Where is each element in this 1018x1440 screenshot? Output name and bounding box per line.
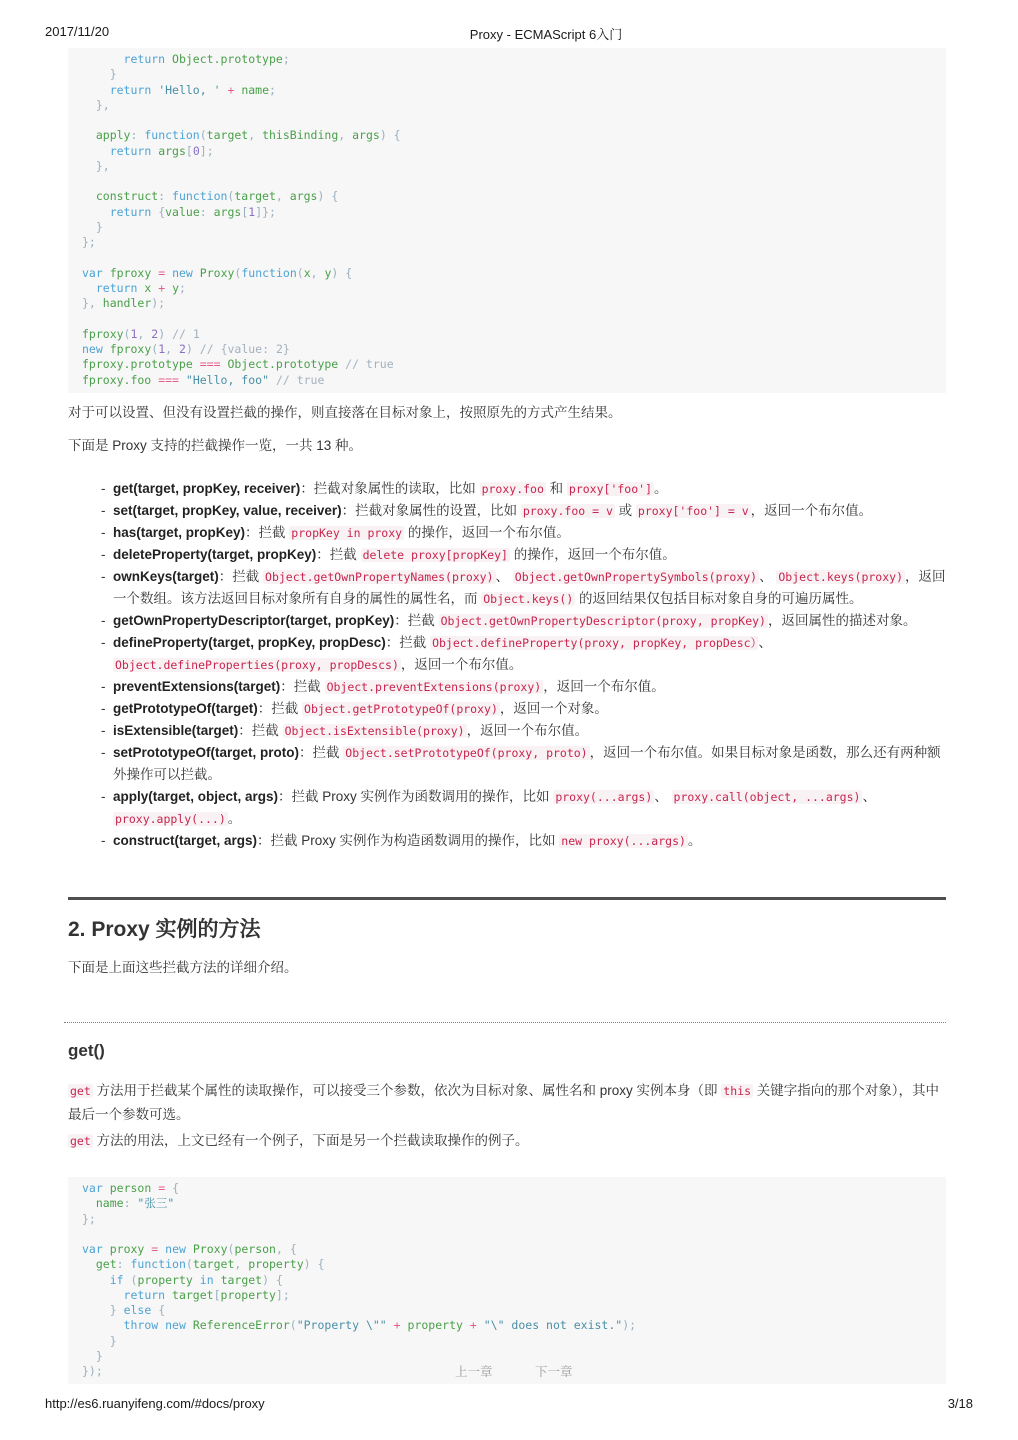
inline-code: Object.getOwnPropertyNames(proxy) bbox=[265, 570, 494, 584]
inline-code: Object.defineProperties(proxy, propDescs) bbox=[115, 658, 399, 672]
trap-list-item: - deleteProperty(target, propKey)：拦截 delete proxy[propKey] 的操作，返回一个布尔值。 bbox=[101, 544, 946, 566]
inline-code: new proxy(...args) bbox=[561, 834, 686, 848]
method-signature: isExtensible(target) bbox=[113, 723, 239, 738]
paragraph-section-intro: 下面是上面这些拦截方法的详细介绍。 bbox=[68, 960, 298, 975]
trap-list-item: - defineProperty(target, propKey, propDesc)：拦截 Object.defineProperty(proxy, propKey, propDesc） 、 Object.defineProperties(proxy, propDescs) ，返回一个布尔值。 bbox=[101, 632, 946, 676]
inline-code: Object.defineProperty(proxy, propKey, propDesc） bbox=[432, 636, 757, 650]
paragraph-get-description: get 方法用于拦截某个属性的读取操作，可以接受三个参数，依次为目标对象、属性名和 proxy 实例本身（即 this 关键字指向的那个对象），其中最后一个参数可选。 bbox=[68, 1083, 940, 1122]
inline-code: this bbox=[723, 1084, 751, 1098]
prev-chapter-link[interactable]: 上一章 bbox=[455, 1365, 493, 1379]
inline-code: Object.setPrototypeOf(proxy, proto) bbox=[345, 746, 588, 760]
code-block-handler-example: return Object.prototype; } return 'Hello, ' + name; }, apply: function(target, thisBinding, args) { return args[0]; }, construct: function(target, args) { return {value: args[1]}; } }; var fproxy = new Proxy(function(x, y) { return x + y; }, handler); fproxy(1, 2) // 1 new fproxy(1, 2) // {value: 2} fproxy.prototype === Object.prototype // true fproxy.foo === "Hello, foo" // true bbox=[68, 48, 946, 393]
inline-code: get bbox=[70, 1134, 91, 1148]
method-signature: apply(target, object, args) bbox=[113, 789, 279, 804]
method-signature: defineProperty(target, propKey, propDesc) bbox=[113, 635, 386, 650]
section-heading-proxy-methods: 2. Proxy 实例的方法 bbox=[68, 918, 261, 941]
inline-code: Object.preventExtensions(proxy) bbox=[326, 680, 542, 694]
inline-code: proxy.apply(...) bbox=[115, 812, 226, 826]
print-header-date: 2017/11/20 bbox=[45, 24, 110, 39]
trap-list-item: - has(target, propKey)：拦截 propKey in proxy 的操作，返回一个布尔值。 bbox=[101, 522, 946, 544]
inline-code: proxy.foo bbox=[481, 482, 544, 496]
code-block-get-example: var person = { name: "张三" }; var proxy = new Proxy(person, { get: function(target, property) { if (property in target) { return target[property]; } else { throw new ReferenceError("Property \"" + property + "\" does not exist."); } } }); bbox=[68, 1177, 946, 1384]
inline-code: get bbox=[70, 1084, 91, 1098]
method-signature: get(target, propKey, receiver) bbox=[113, 481, 301, 496]
method-signature: getPrototypeOf(target) bbox=[113, 701, 258, 716]
method-signature: setPrototypeOf(target, proto) bbox=[113, 745, 300, 760]
inline-code: Object.isExtensible(proxy) bbox=[284, 724, 465, 738]
inline-code: proxy['foo'] = v bbox=[637, 504, 749, 518]
trap-list-item: - ownKeys(target)：拦截 Object.getOwnPropertyNames(proxy) 、 Object.getOwnPropertySymbols(proxy) 、 Object.keys(proxy) ，返回一个数组。该方法返回目标对象所有自身的属性的属性名，而 Object.keys() 的返回结果仅包括目标对象自身的可遍历属性。 bbox=[101, 566, 946, 610]
section-divider bbox=[68, 897, 946, 900]
inline-code: delete proxy[propKey] bbox=[362, 548, 508, 562]
print-footer-url: http://es6.ruanyifeng.com/#docs/proxy bbox=[45, 1396, 265, 1411]
method-signature: has(target, propKey) bbox=[113, 525, 246, 540]
method-signature: ownKeys(target) bbox=[113, 569, 219, 584]
inline-code: Object.getOwnPropertyDescriptor(proxy, propKey) bbox=[440, 614, 766, 628]
print-header-title: Proxy - ECMAScript 6入门 bbox=[469, 27, 623, 42]
inline-code: Object.getOwnPropertySymbols(proxy) bbox=[514, 570, 758, 584]
inline-code: Object.keys() bbox=[483, 592, 574, 606]
next-chapter-link[interactable]: 下一章 bbox=[535, 1365, 573, 1379]
trap-list-item: - setPrototypeOf(target, proto)：拦截 Object.setPrototypeOf(proxy, proto) ，返回一个布尔值。如果目标对象是函数，那么还有两种额外操作可以拦截。 bbox=[101, 742, 946, 786]
trap-list-item: - getPrototypeOf(target)：拦截 Object.getPrototypeOf(proxy) ，返回一个对象。 bbox=[101, 698, 946, 720]
paragraph-trap-list-intro: 下面是 Proxy 支持的拦截操作一览，一共 13 种。 bbox=[68, 438, 363, 453]
dotted-divider bbox=[64, 1022, 946, 1023]
trap-list-item: - isExtensible(target)：拦截 Object.isExtensible(proxy) ，返回一个布尔值。 bbox=[101, 720, 946, 742]
trap-list-item: - get(target, propKey, receiver)：拦截对象属性的读取，比如 proxy.foo 和 proxy['foo'] 。 bbox=[101, 478, 946, 500]
inline-code: proxy(...args) bbox=[555, 790, 653, 804]
method-signature: preventExtensions(target) bbox=[113, 679, 281, 694]
trap-list-item: - apply(target, object, args)：拦截 Proxy 实例作为函数调用的操作，比如 proxy(...args) 、 proxy.call(object, ...args) 、 proxy.apply(...) 。 bbox=[101, 786, 946, 830]
inline-code: propKey in proxy bbox=[291, 526, 403, 540]
method-signature: deleteProperty(target, propKey) bbox=[113, 547, 317, 562]
inline-code: proxy['foo'] bbox=[568, 482, 652, 496]
inline-code: proxy.foo = v bbox=[522, 504, 613, 518]
trap-list-item: - getOwnPropertyDescriptor(target, propKey)：拦截 Object.getOwnPropertyDescriptor(proxy, propKey) ，返回属性的描述对象。 bbox=[101, 610, 946, 632]
inline-code: Object.keys(proxy) bbox=[778, 570, 903, 584]
method-signature: set(target, propKey, value, receiver) bbox=[113, 503, 342, 518]
trap-list-item: - set(target, propKey, value, receiver)：拦截对象属性的设置，比如 proxy.foo = v 或 proxy['foo'] = v ，返回一个布尔值。 bbox=[101, 500, 946, 522]
print-footer-page-number: 3/18 bbox=[947, 1396, 973, 1411]
trap-operations-list bbox=[101, 478, 946, 852]
inline-code: proxy.call(object, ...args) bbox=[673, 790, 861, 804]
inline-code: Object.getPrototypeOf(proxy) bbox=[304, 702, 498, 716]
paragraph-fallthrough-note: 对于可以设置、但没有设置拦截的操作，则直接落在目标对象上，按照原先的方式产生结果。 bbox=[68, 405, 622, 420]
paragraph-get-usage: get 方法的用法，上文已经有一个例子，下面是另一个拦截读取操作的例子。 bbox=[70, 1133, 529, 1148]
method-signature: construct(target, args) bbox=[113, 833, 258, 848]
trap-list-item: - construct(target, args)：拦截 Proxy 实例作为构造函数调用的操作，比如 new proxy(...args) 。 bbox=[101, 830, 946, 852]
trap-list-item: - preventExtensions(target)：拦截 Object.preventExtensions(proxy) ，返回一个布尔值。 bbox=[101, 676, 946, 698]
method-signature: getOwnPropertyDescriptor(target, propKey) bbox=[113, 613, 395, 628]
subsection-heading-get: get() bbox=[68, 1041, 105, 1060]
